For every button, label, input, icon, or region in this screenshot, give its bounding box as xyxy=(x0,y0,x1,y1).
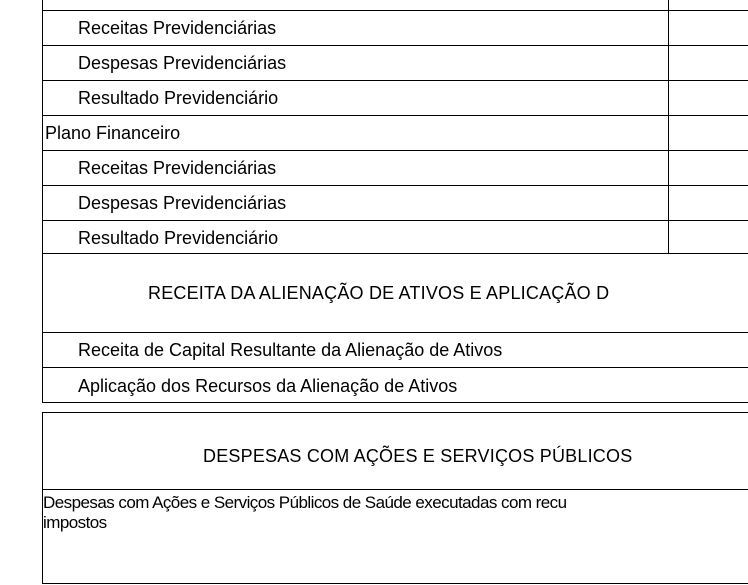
table-cell-label: Receitas Previdenciárias xyxy=(78,158,277,178)
table-heading-row xyxy=(43,413,748,489)
alienacao-ativos-table xyxy=(42,253,748,403)
table-row xyxy=(43,80,748,115)
table-cell-label: Aplicação dos Recursos da Alienação de Ativos xyxy=(78,376,458,396)
table-cell-label: Receitas Previdenciárias xyxy=(78,18,277,38)
table-cell-value xyxy=(668,46,748,80)
table-row xyxy=(43,0,748,10)
table-cell-label: Receita de Capital Resultante da Alienação de Ativos xyxy=(78,340,503,360)
table-row xyxy=(43,367,748,404)
table-row xyxy=(43,489,748,585)
table-heading-row xyxy=(43,254,748,332)
table-cell-value xyxy=(668,116,748,150)
table-heading: RECEITA DA ALIENAÇÃO DE ATIVOS E APLICAÇÃO D xyxy=(148,283,610,303)
table-cell-label xyxy=(43,490,748,585)
table-row xyxy=(43,10,748,45)
acoes-servicos-saude-table xyxy=(42,412,748,584)
table-cell-value xyxy=(668,186,748,220)
table-cell-label: Despesas Previdenciárias xyxy=(78,53,287,73)
table-row xyxy=(43,332,748,367)
table-row xyxy=(43,220,748,255)
table-row xyxy=(43,150,748,185)
table-heading: DESPESAS COM AÇÕES E SERVIÇOS PÚBLICOS xyxy=(203,446,633,466)
table-cell-label-line2: impostos xyxy=(43,512,107,532)
table-cell-value xyxy=(668,151,748,185)
table-cell-label-line1: Despesas com Ações e Serviços Públicos de Saúde executadas com recu xyxy=(43,493,567,512)
table-cell-label: Despesas Previdenciárias xyxy=(78,193,287,213)
table-cell-value xyxy=(668,81,748,115)
table-cell-value xyxy=(668,11,748,45)
table-cell-value xyxy=(668,221,748,255)
table-cell-label: Resultado Previdenciário xyxy=(78,88,279,108)
previdencia-table xyxy=(42,0,748,254)
table-row xyxy=(43,185,748,220)
table-row xyxy=(43,115,748,150)
table-cell-value xyxy=(668,0,748,10)
table-row xyxy=(43,45,748,80)
table-cell-label: Resultado Previdenciário xyxy=(78,228,279,248)
table-cell-label: Plano Financeiro xyxy=(45,123,181,143)
